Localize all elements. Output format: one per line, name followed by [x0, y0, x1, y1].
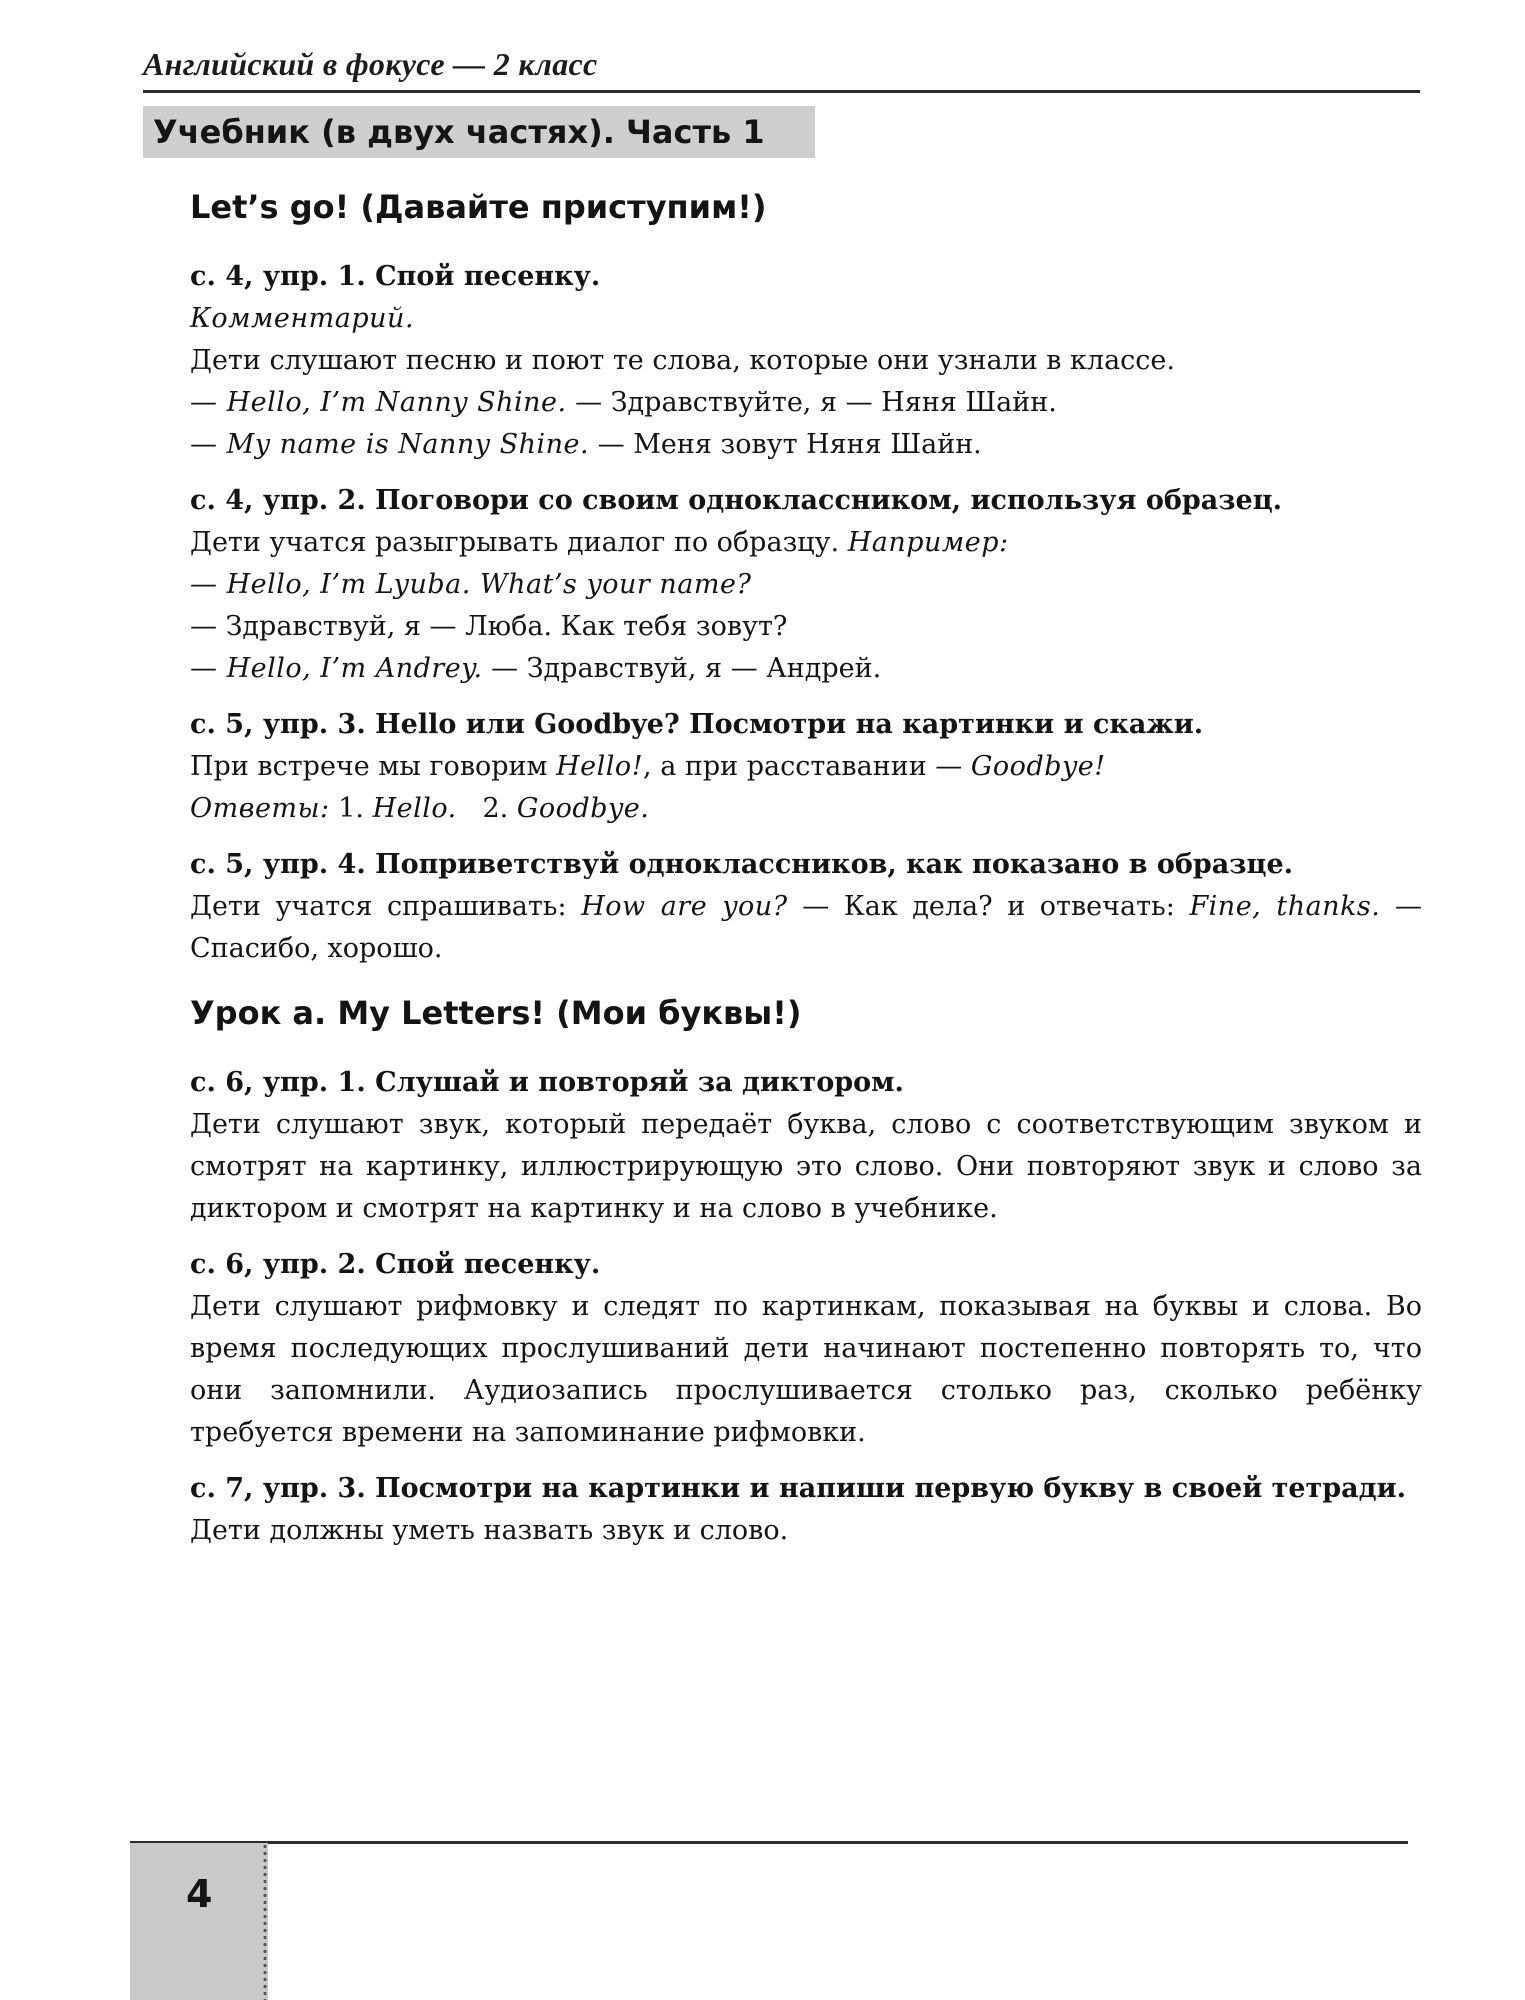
running-header: Английский в фокусе — 2 класс [143, 46, 598, 82]
exercise-title: с. 4, упр. 2. Поговори со своим одноклассником, используя образец. [190, 485, 1283, 516]
exercise-text: При встрече мы говорим Hello!, а при расставании — Goodbye! [190, 751, 1106, 782]
dialog-line [190, 382, 1422, 424]
answers-line: Ответы: 1. Hello. 2. Goodbye. [190, 793, 650, 824]
exercise-text: Дети слушают звук, который передаёт буква, слово с соответствующим звуком и смотрят на картинку, иллюстрирующую это слово. Они повторяют звук и слово за диктором и смотрят на картинку и на слово в учебнике. [190, 1109, 1422, 1224]
translation: — Меня зовут Няня Шайн. [589, 429, 982, 460]
exercise-p7-3 [190, 1468, 1422, 1552]
footer-rule [130, 1841, 1408, 1844]
exercise-text: Дети слушают рифмовку и следят по картинкам, показывая на буквы и слова. Во время последующих прослушиваний дети начинают постепенно повторять то, что они запомнили. Аудиозапись прослушивается столько раз, сколько ребёнку требуется времени на запоминание рифмовки. [190, 1291, 1422, 1448]
english-phrase: — Hello, I’m Andrey. [190, 653, 483, 684]
exercise-title: с. 4, упр. 1. Спой песенку. [190, 261, 601, 292]
exercise-title: с. 5, упр. 3. Hello или Goodbye? Посмотри на картинки и скажи. [190, 709, 1204, 740]
exercise-p4-1 [190, 256, 1422, 466]
page-content [190, 186, 1422, 1566]
exercise-p6-2 [190, 1244, 1422, 1454]
dialog-line [190, 424, 1422, 466]
comment-label: Комментарий. [190, 303, 415, 334]
page-number: 4 [186, 1872, 213, 1916]
example-label: Например: [847, 527, 1009, 558]
exercise-title: с. 5, упр. 4. Поприветствуй одноклассников, как показано в образце. [190, 849, 1294, 880]
section-heading-lesson-a: Урок a. My Letters! (Мои буквы!) [190, 994, 802, 1032]
exercise-p4-2 [190, 480, 1422, 690]
exercise-p5-3 [190, 704, 1422, 830]
exercise-title: с. 6, упр. 1. Слушай и повторяй за диктором. [190, 1067, 904, 1098]
page-tab-dotted-edge [262, 1843, 268, 2000]
exercise-text: Дети должны уметь назвать звук и слово. [190, 1515, 789, 1546]
exercise-text: Дети учатся разыгрывать диалог по образцу. Например: [190, 527, 1009, 558]
exercise-p5-4 [190, 844, 1422, 970]
translation: — Здравствуй, я — Андрей. [482, 653, 882, 684]
exercise-text: Дети слушают песню и поют те слова, которые они узнали в классе. [190, 345, 1175, 376]
exercise-title: с. 7, упр. 3. Посмотри на картинки и напиши первую букву в своей тетради. [190, 1473, 1407, 1504]
dialog-line: — Здравствуй, я — Люба. Как тебя зовут? [190, 611, 788, 642]
dialog-line [190, 648, 1422, 690]
exercise-title: с. 6, упр. 2. Спой песенку. [190, 1249, 601, 1280]
part-title: Учебник (в двух частях). Часть 1 [143, 106, 815, 158]
english-phrase: — Hello, I’m Nanny Shine. [190, 387, 567, 418]
exercise-p6-1 [190, 1062, 1422, 1230]
translation: — Здравствуйте, я — Няня Шайн. [566, 387, 1057, 418]
answers-label: Ответы: [190, 793, 330, 824]
header-rule [143, 90, 1420, 93]
dialog-line: — Hello, I’m Lyuba. What’s your name? [190, 569, 752, 600]
page-number-tab [130, 1843, 268, 2000]
exercise-text: Дети учатся спрашивать: How are you? — Как дела? и отвечать: Fine, thanks. — Спасибо, хорошо. [190, 891, 1422, 964]
english-phrase: — My name is Nanny Shine. [190, 429, 590, 460]
section-heading-lets-go: Let’s go! (Давайте приступим!) [190, 188, 767, 226]
